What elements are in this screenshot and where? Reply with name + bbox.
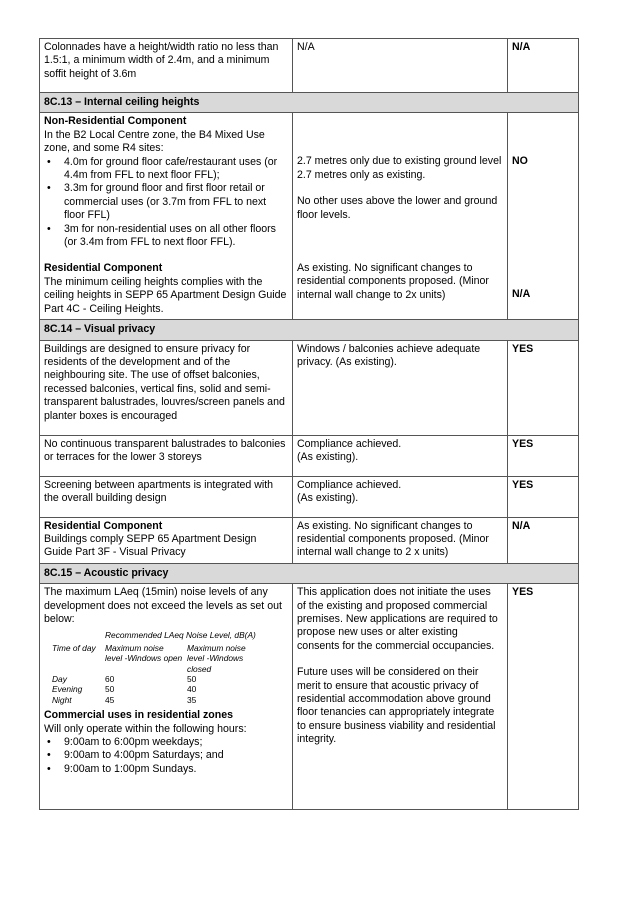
list-item: • 9:00am to 4:00pm Saturdays; and [64,749,287,762]
noise-level-table: Recommended LAeq Noise Level, dB(A) Time of day Maximum noise level -Windows open Maximum noise level -Windows closed Day 60 50 Evening 50 40 Night 45 35 [52,630,287,705]
table-row [40,476,579,517]
compliance-cell: YES [508,435,579,476]
control-cell: Screening between apartments is integrated with the overall building design [40,476,293,517]
bullet-list [44,156,287,250]
control-text: In the B2 Local Centre zone, the B4 Mixed Use zone, and some R4 sites: [44,128,265,155]
component-heading: Residential Component [44,262,163,275]
compliance-value: NO [512,155,528,168]
compliance-table [39,38,579,810]
control-cell: Colonnades have a height/width ratio no less than 1.5:1, a minimum width of 2.4m, and a minimum soffit height of 3.6m [40,39,293,93]
section-title: 8C.15 – Acoustic privacy [40,563,579,583]
comment-cell: N/A [293,39,508,93]
comment-cell: This application does not initiate the uses of the existing and proposed commercial premises. New applications are required to propose new uses or alter existing consents for the commercial occupancies. Future uses will be considered on their merit to ensure that acoustic privacy of residential accommodation above ground floor tenancies can appropriately integrate to ensure business viability and residential integrity. [293,584,508,810]
component-heading: Non-Residential Component [44,115,187,128]
comment-text: As existing. No significant changes to residential components proposed. (Minor internal wall change to 2x units) [297,262,489,301]
noise-header: Maximum noise level -Windows open [105,642,183,664]
section-heading-row [40,93,579,113]
section-heading-row [40,320,579,340]
section-title: 8C.14 – Visual privacy [40,320,579,340]
component-heading: Residential Component [44,519,163,532]
control-cell [40,113,293,320]
comment-cell [293,113,508,320]
table-row [40,340,579,435]
compliance-cell: YES [508,476,579,517]
section-heading-row [40,563,579,583]
noise-header: Time of day [52,642,96,653]
compliance-cell: N/A [508,517,579,563]
comment-cell: Compliance achieved. (As existing). [293,476,508,517]
table-row [40,435,579,476]
control-cell: Residential Component Buildings comply SEPP 65 Apartment Design Guide Part 3F - Visual Privacy [40,517,293,563]
control-text: The maximum LAeq (15min) noise levels of any development does not exceed the levels as set out below: [44,586,282,625]
compliance-value: N/A [512,287,531,300]
comment-text: No other uses above the lower and ground floor levels. [297,195,498,221]
table-row [40,517,579,563]
component-heading: Commercial uses in residential zones [44,709,233,722]
noise-table-caption: Recommended LAeq Noise Level, dB(A) [105,630,256,641]
comment-cell: Windows / balconies achieve adequate privacy. (As existing). [293,340,508,435]
compliance-cell [508,113,579,320]
list-item: • 3m for non-residential uses on all other floors (or 3.4m from FFL to next floor FFL). [64,223,287,250]
bullet-list [44,736,287,776]
control-text: The minimum ceiling heights complies with the ceiling heights in SEPP 65 Apartment Design Guide Part 4C - Ceiling Heights. [44,275,287,315]
comment-text: 2.7 metres only due to existing ground level [297,155,502,168]
table-row [40,584,579,810]
noise-header: Maximum noise level -Windows closed [187,642,246,674]
compliance-cell: YES [508,340,579,435]
table-row [40,39,579,93]
list-item: • 9:00am to 6:00pm weekdays; [64,736,287,749]
comment-cell: As existing. No significant changes to residential components proposed. (Minor internal wall change to 2 x units) [293,517,508,563]
control-cell: The maximum LAeq (15min) noise levels of any development does not exceed the levels as set out below: Recommended LAeq Noise Level, dB(A) Time of day Maximum noise level -Windows open Maximum noise level -Windows closed Day 60 50 Evening 50 40 Night 45 35 Commercial uses in residential zones Will only operate within the following hours: • 9:00am to 6:00pm weekdays; • 9:00am to 4:00pm Saturdays; and • 9:00am to 1:00pm Sundays. [40,584,293,810]
list-item: • 9:00am to 1:00pm Sundays. [64,763,287,776]
list-item: • 3.3m for ground floor and first floor retail or commercial uses (or 3.7m from FFL to next floor FFL) [64,182,287,222]
compliance-cell: N/A [508,39,579,93]
control-cell: Buildings are designed to ensure privacy for residents of the development and of the neighbouring site. The use of offset balconies, recessed balconies, vertical fins, solid and semi-transparent balustrades, louvres/screen panels and planter boxes is encouraged [40,340,293,435]
control-cell: No continuous transparent balustrades to balconies or terraces for the lower 3 storeys [40,435,293,476]
comment-text: 2.7 metres only as existing. [297,168,426,181]
comment-cell: Compliance achieved. (As existing). [293,435,508,476]
section-title: 8C.13 – Internal ceiling heights [40,93,579,113]
list-item: • 4.0m for ground floor cafe/restaurant uses (or 4.4m from FFL to next floor FFL); [64,156,287,183]
table-row [40,113,579,320]
compliance-cell: YES [508,584,579,810]
